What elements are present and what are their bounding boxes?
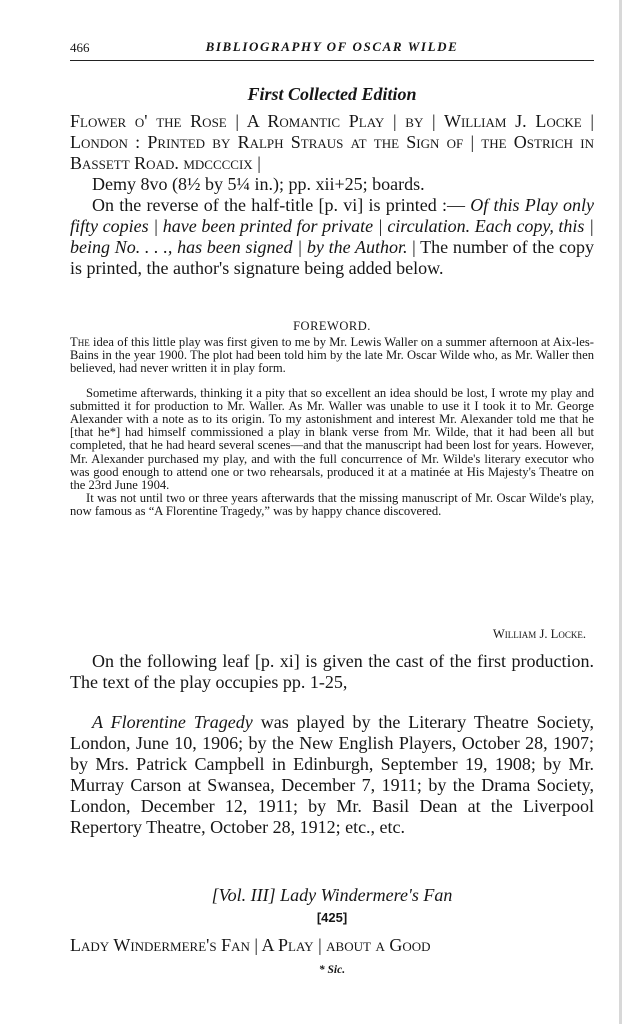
foreword-title: FOREWORD.: [293, 319, 371, 333]
title-transcription: Flower o' the Rose | A Romantic Play | by | William J. Locke | London : Printed by Ralph Straus at the Sign of | the Ostrich in Bassett Road. mdccccix |: [70, 111, 594, 173]
reverse-note-lead: On the reverse of the half-title [p. vi] is printed :—: [92, 195, 465, 215]
foreword: [70, 336, 594, 519]
next-entry-title: Lady Windermere's Fan | A Play | about a Good: [70, 935, 431, 955]
running-head: BIBLIOGRAPHY OF OSCAR WILDE: [205, 39, 459, 54]
performance-history-text: [70, 712, 594, 838]
signature-mark: [425]: [316, 910, 348, 925]
performance-history-body: was played by the Literary Theatre Society, London, June 10, 1906; by the New English Players, October 28, 1907; by Mrs. Patrick Campbell in Edinburgh, September 19, 1908; by Mr. Murray Carson at Swansea, December 7, 1911; by the Drama Society, London, December 12, 1911; by Mr. Basil Dean at the Liverpool Repertory Theatre, October 28, 1912; etc., etc.: [70, 712, 594, 837]
volume-bracket: [Vol. III]: [211, 885, 276, 905]
footnote: * Sic.: [318, 964, 346, 976]
production-note-text: On the following leaf [p. xi] is given the cast of the first production. The text of the play occupies pp. 1-25,: [70, 651, 594, 692]
performance-history: [70, 712, 594, 838]
foreword-paragraph-2: Sometime afterwards, thinking it a pity that so excellent an idea should be lost, I wrote my play and submitted it for production to Mr. Waller. As Mr. Waller was unable to use it I took it to Mr. George Alexander with a note as to its origin. To my astonishment and interest Mr. Alexander told me that he [that he*] had himself commissioned a play in blank verse from Mr. Wilde, that it had been all but completed, that he had heard several scenes—and that the manuscript had been lost for years. However, Mr. Alexander purchased my play, and with the full concurrence of Mr. Wilde's literary executor who was good enough to attend one or two rehearsals, produced it at a matinée at His Majesty's Theatre on the 23rd June 1904.: [70, 385, 594, 493]
performance-play-title: A Florentine Tragedy: [92, 712, 253, 732]
volume-title: Lady Windermere's Fan: [275, 885, 453, 905]
section-heading: First Collected Edition: [247, 84, 417, 104]
production-note: [70, 651, 594, 693]
foreword-signature: William J. Locke.: [492, 627, 586, 641]
reverse-note-quote: Of this Play only fifty copies | have been printed for private | circulation. Each copy, this | being No. . . ., has been signed | by the Author.: [70, 195, 595, 257]
page-number: 466: [70, 40, 90, 55]
foreword-paragraph-3: It was not until two or three years afterwards that the missing manuscript of Mr. Oscar Wilde's play, now famous as “A Florentine Tragedy,” was by happy chance discovered.: [70, 491, 594, 519]
reverse-note: [70, 195, 594, 279]
bibliographic-entry: [70, 111, 594, 279]
foreword-paragraph-1: [70, 336, 594, 376]
foreword-lead-word: The: [70, 335, 90, 349]
volume-heading: [70, 885, 594, 906]
collation: Demy 8vo (8½ by 5¼ in.); pp. xii+25; boards.: [92, 174, 425, 194]
foreword-paragraph-1-text: idea of this little play was first given to me by Mr. Lewis Waller on a summer afternoon at Aix-les-Bains in the year 1900. The plot had been told him by the late Mr. Oscar Wilde who, as Mr. Waller then believed, had never written it in play form.: [70, 335, 594, 376]
reverse-note-tail: | The number of the copy is printed, the author's signature being added below.: [70, 237, 594, 278]
page-header: [70, 38, 594, 61]
